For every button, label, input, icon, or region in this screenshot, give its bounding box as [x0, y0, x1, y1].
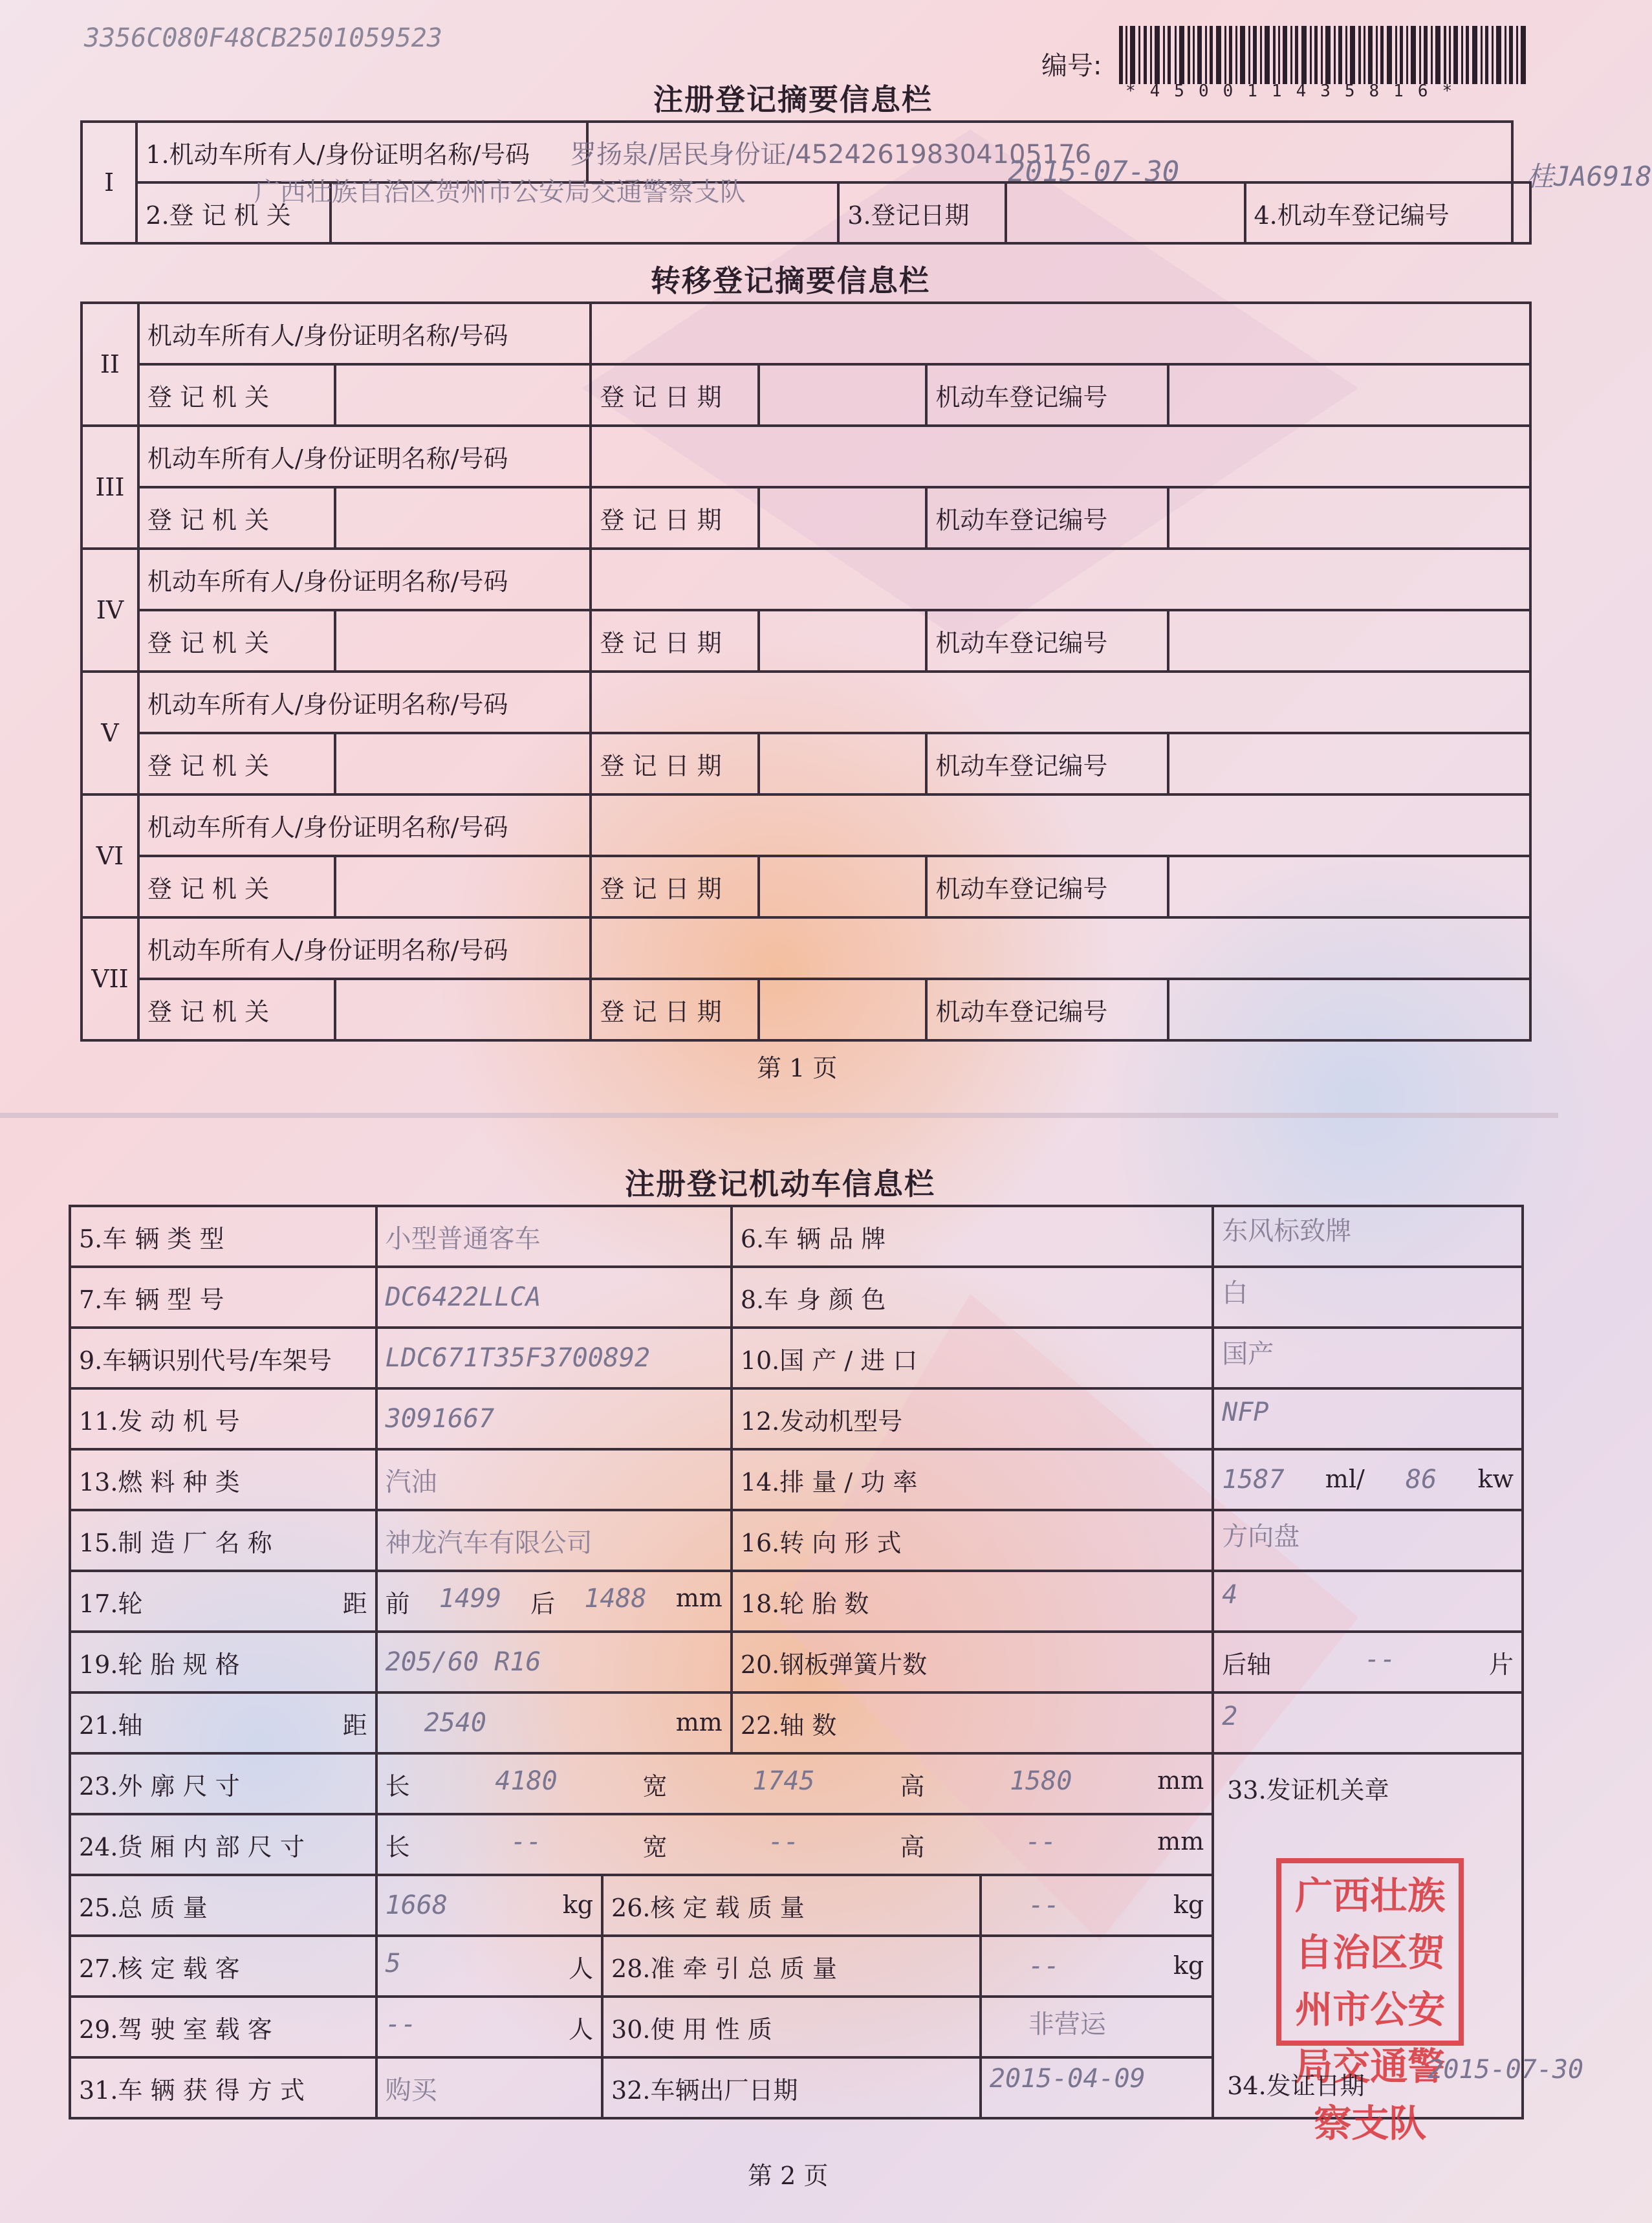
issuing-authority-seal-cell	[1213, 1753, 1584, 2145]
transfer-owner-value	[591, 672, 1530, 733]
reg-no-value: 桂JA6918	[1512, 182, 1530, 243]
serial-number-label: 编号:	[1041, 51, 1102, 81]
transfer-reg-value	[1168, 733, 1530, 794]
engine-model-value: NFP	[1213, 1388, 1523, 1449]
transfer-date-label: 登 记 日 期	[591, 733, 759, 794]
barcode-text: *450011435816*	[1125, 82, 1467, 101]
transfer-date-value	[759, 979, 926, 1040]
vehicle-type-value: 小型普通客车	[376, 1206, 732, 1267]
axle-count-value: 2	[1213, 1692, 1523, 1753]
transfer-owner-value	[591, 549, 1530, 610]
official-seal: 广西壮族自治区贺州市公安局交通警察支队	[1276, 1858, 1464, 2046]
transfer-reg-value	[1168, 979, 1530, 1040]
transfer-authority-value	[335, 979, 591, 1040]
row-number-ii: II	[82, 303, 138, 426]
transfer-authority-value	[335, 856, 591, 917]
leaf-spring-label: 20.钢板弹簧片数	[732, 1632, 1213, 1692]
registration-summary-table	[80, 120, 1652, 245]
cab-passengers-value: -- 人	[376, 1997, 602, 2057]
row-number-vii: VII	[82, 917, 138, 1040]
fuel-type-value: 汽油	[376, 1449, 732, 1510]
vehicle-model-value: DC6422LLCA	[376, 1267, 732, 1328]
transfer-authority-label: 登 记 机 关	[138, 856, 335, 917]
authority-label: 2.登 记 机 关	[136, 182, 331, 243]
transfer-authority-label: 登 记 机 关	[138, 733, 335, 794]
engine-no-label: 11.发 动 机 号	[70, 1388, 376, 1449]
transfer-reg-label: 机动车登记编号	[926, 364, 1168, 426]
transfer-date-value	[759, 610, 926, 672]
body-color-value: 白	[1213, 1267, 1523, 1328]
barcode	[1119, 26, 1533, 84]
fuel-type-label: 13.燃 料 种 类	[70, 1449, 376, 1510]
rated-load-value: -- kg	[981, 1875, 1213, 1936]
transfer-owner-value	[591, 426, 1530, 487]
vin-value: LDC671T35F3700892	[376, 1328, 732, 1388]
vehicle-model-label: 7.车 辆 型 号	[70, 1267, 376, 1328]
row-number-vi: VI	[82, 794, 138, 917]
row-number-iv: IV	[82, 549, 138, 672]
overall-dimensions-label: 23.外 廓 尺 寸	[70, 1753, 376, 1814]
transfer-authority-value	[335, 487, 591, 549]
date-label: 3.登记日期 2015-07-30	[838, 182, 1006, 243]
page-number-1: 第 1 页	[757, 1054, 838, 1082]
transfer-reg-value	[1168, 487, 1530, 549]
transfer-summary-title: 转移登记摘要信息栏	[651, 263, 930, 298]
cab-passengers-label: 29.驾 驶 室 载 客	[70, 1997, 376, 2057]
transfer-summary-table	[80, 301, 1532, 1042]
transfer-date-label: 登 记 日 期	[591, 856, 759, 917]
track-value: 前 1499 后 1488 mm	[376, 1571, 732, 1632]
transfer-owner-value	[591, 917, 1530, 979]
row-number-i: I	[82, 122, 136, 243]
transfer-reg-label: 机动车登记编号	[926, 979, 1168, 1040]
tire-count-label: 18.轮 胎 数	[732, 1571, 1213, 1632]
steering-label: 16.转 向 形 式	[732, 1510, 1213, 1571]
origin-label: 10.国 产 / 进 口	[732, 1328, 1213, 1388]
rated-load-label: 26.核 定 载 质 量	[602, 1875, 981, 1936]
transfer-reg-label: 机动车登记编号	[926, 733, 1168, 794]
transfer-authority-value	[335, 610, 591, 672]
transfer-reg-value	[1168, 856, 1530, 917]
date-value	[1006, 182, 1245, 243]
wheelbase-label: 21.轴 距	[70, 1692, 376, 1753]
tire-spec-label: 19.轮 胎 规 格	[70, 1632, 376, 1692]
overall-dimensions-value: 长 4180 宽 1745 高 1580 mm	[376, 1753, 1213, 1814]
transfer-owner-label: 机动车所有人/身份证明名称/号码	[138, 303, 591, 364]
transfer-reg-label: 机动车登记编号	[926, 856, 1168, 917]
origin-value: 国产	[1213, 1328, 1523, 1388]
transfer-reg-label: 机动车登记编号	[926, 487, 1168, 549]
reg-no-label: 4.机动车登记编号	[1245, 182, 1513, 243]
document-code: 3356C080F48CB2501059523	[84, 23, 442, 53]
transfer-owner-value	[591, 303, 1530, 364]
transfer-date-value	[759, 856, 926, 917]
tire-spec-value: 205/60 R16	[376, 1632, 732, 1692]
vin-label: 9.车辆识别代号/车架号	[70, 1328, 376, 1388]
wheelbase-value: 2540 mm	[376, 1692, 732, 1753]
transfer-reg-value	[1168, 364, 1530, 426]
issuing-authority-seal-label: 33.发证机关章	[1227, 1776, 1389, 1804]
transfer-authority-label: 登 记 机 关	[138, 487, 335, 549]
body-color-label: 8.车 身 颜 色	[732, 1267, 1213, 1328]
towing-mass-label: 28.准 牵 引 总 质 量	[602, 1936, 981, 1997]
transfer-date-label: 登 记 日 期	[591, 610, 759, 672]
transfer-date-value	[759, 487, 926, 549]
registration-summary-title: 注册登记摘要信息栏	[653, 82, 933, 117]
transfer-owner-label: 机动车所有人/身份证明名称/号码	[138, 794, 591, 856]
transfer-owner-label: 机动车所有人/身份证明名称/号码	[138, 672, 591, 733]
vehicle-brand-value: 东风标致牌	[1213, 1206, 1523, 1267]
manufacture-date-value: 2015-04-09	[981, 2057, 1213, 2118]
manufacturer-value: 神龙汽车有限公司	[376, 1510, 732, 1571]
track-label: 17.轮 距	[70, 1571, 376, 1632]
transfer-reg-value	[1168, 610, 1530, 672]
transfer-owner-value	[591, 794, 1530, 856]
transfer-authority-label: 登 记 机 关	[138, 979, 335, 1040]
transfer-date-value	[759, 733, 926, 794]
transfer-authority-label: 登 记 机 关	[138, 610, 335, 672]
usage-nature-value: 非营运	[981, 1997, 1213, 2057]
towing-mass-value: -- kg	[981, 1936, 1213, 1997]
axle-count-label: 22.轴 数	[732, 1692, 1213, 1753]
row-number-iii: III	[82, 426, 138, 549]
manufacture-date-label: 32.车辆出厂日期	[602, 2057, 981, 2118]
vehicle-brand-label: 6.车 辆 品 牌	[732, 1206, 1213, 1267]
acquisition-method-label: 31.车 辆 获 得 方 式	[70, 2057, 376, 2118]
transfer-date-label: 登 记 日 期	[591, 487, 759, 549]
transfer-date-label: 登 记 日 期	[591, 364, 759, 426]
engine-no-value: 3091667	[376, 1388, 732, 1449]
transfer-owner-label: 机动车所有人/身份证明名称/号码	[138, 426, 591, 487]
leaf-spring-value: 后轴 -- 片	[1213, 1632, 1523, 1692]
gross-mass-label: 25.总 质 量	[70, 1875, 376, 1936]
transfer-authority-value	[335, 733, 591, 794]
authority-value: 广西壮族自治区贺州市公安局交通警察支队	[331, 182, 838, 243]
issue-date-value: 2015-07-30	[1428, 2055, 1584, 2085]
transfer-date-value	[759, 364, 926, 426]
displacement-value: 1587 ml/ 86 kw	[1213, 1449, 1523, 1510]
passenger-capacity-label: 27.核 定 载 客	[70, 1936, 376, 1997]
engine-model-label: 12.发动机型号	[732, 1388, 1213, 1449]
usage-nature-label: 30.使 用 性 质	[602, 1997, 981, 2057]
owner-value: 罗扬泉/居民身份证/452426198304105176	[587, 122, 1512, 182]
page-number-2: 第 2 页	[748, 2162, 829, 2190]
transfer-authority-label: 登 记 机 关	[138, 364, 335, 426]
vehicle-info-title: 注册登记机动车信息栏	[625, 1166, 935, 1201]
displacement-label: 14.排 量 / 功 率	[732, 1449, 1213, 1510]
gross-mass-value: 1668 kg	[376, 1875, 602, 1936]
tire-count-value: 4	[1213, 1571, 1523, 1632]
passenger-capacity-value: 5 人	[376, 1936, 602, 1997]
manufacturer-label: 15.制 造 厂 名 称	[70, 1510, 376, 1571]
transfer-owner-label: 机动车所有人/身份证明名称/号码	[138, 549, 591, 610]
owner-label: 1.机动车所有人/身份证明名称/号码	[136, 122, 587, 182]
transfer-date-label: 登 记 日 期	[591, 979, 759, 1040]
acquisition-method-value: 购买	[376, 2057, 602, 2118]
vehicle-type-label: 5.车 辆 类 型	[70, 1206, 376, 1267]
cargo-dimensions-value: 长 -- 宽 -- 高 -- mm	[376, 1814, 1213, 1875]
transfer-reg-label: 机动车登记编号	[926, 610, 1168, 672]
cargo-dimensions-label: 24.货 厢 内 部 尺 寸	[70, 1814, 376, 1875]
row-number-v: V	[82, 672, 138, 794]
steering-value: 方向盘	[1213, 1510, 1523, 1571]
issue-date-label: 34.发证日期	[1227, 2072, 1365, 2100]
transfer-owner-label: 机动车所有人/身份证明名称/号码	[138, 917, 591, 979]
vehicle-info-table	[69, 1205, 1584, 2145]
transfer-authority-value	[335, 364, 591, 426]
